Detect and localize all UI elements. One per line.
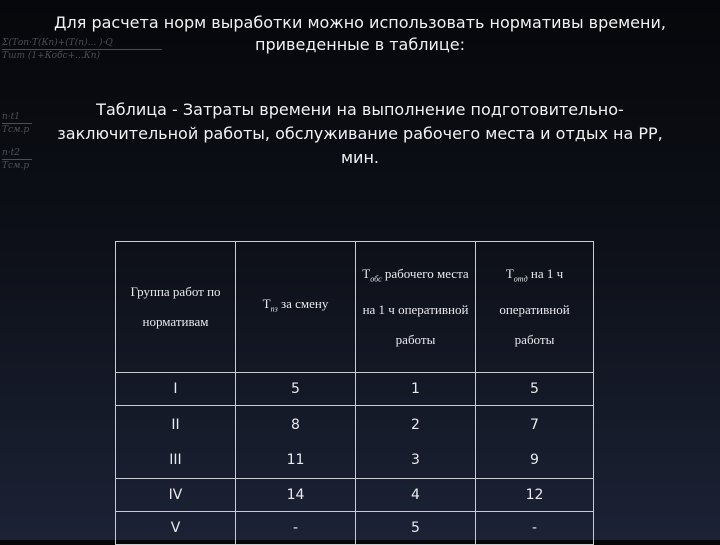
header-otd-text: на 1 ч оперативной работы	[499, 266, 570, 347]
norms-table	[115, 241, 594, 545]
cell-obs: 1	[356, 373, 476, 406]
slide-heading: Для расчета норм выработки можно использовать нормативы времени, приведенные в таблице:	[54, 13, 666, 54]
cell-group: II	[171, 416, 180, 433]
formula-numerator: n·t2	[2, 148, 20, 158]
header-obs-text: рабочего места на 1 ч оперативной работы	[362, 266, 469, 347]
table-title: Таблица - Затраты времени на выполнение подготовительно-заключительной работы, обслуживание рабочего места и отдых на РР, мин.	[57, 100, 663, 167]
cell-pz: 8	[291, 416, 300, 433]
cell-pz: 11	[286, 451, 305, 468]
header-pz-sub: пз	[270, 304, 278, 314]
cell-pz: 14	[236, 479, 356, 512]
cell-pz: 5	[236, 373, 356, 406]
formula-fragment	[2, 38, 162, 61]
fraction-line	[2, 49, 162, 50]
header-obs	[356, 242, 476, 373]
cell-obs: 3	[411, 451, 420, 468]
header-pz-symbol: T	[262, 296, 271, 312]
formula-fragment-2	[2, 112, 32, 135]
cell-obs: 2	[411, 416, 420, 433]
header-otd	[476, 242, 594, 373]
formula-denominator: Tсм.р	[2, 125, 30, 135]
fraction-line	[2, 123, 32, 124]
cell-otd: 12	[476, 479, 594, 512]
cell-group: IV	[116, 479, 236, 512]
formula-numerator: n·t1	[2, 112, 20, 122]
header-pz-text: за смену	[280, 296, 329, 312]
cell-obs: 4	[356, 479, 476, 512]
cell-otd: 5	[476, 373, 594, 406]
formula-numerator: Σ(Tоп·Т(Кп)+(Т(п)... )·Q	[2, 38, 113, 48]
header-obs-symbol: T	[362, 266, 371, 282]
cell-pz: -	[236, 512, 356, 545]
header-pz	[236, 242, 356, 373]
formula-denominator: Tсм.р	[2, 161, 30, 171]
cell-obs: 5	[356, 512, 476, 545]
cell-group-merged	[116, 406, 236, 479]
cell-otd: -	[476, 512, 594, 545]
table-row	[116, 479, 594, 512]
fraction-line	[2, 159, 32, 160]
cell-pz-merged	[236, 406, 356, 479]
cell-group: III	[169, 451, 182, 468]
table-row	[116, 373, 594, 406]
formula-denominator: Tшт (1+Кобс+...Кп)	[2, 51, 101, 61]
formula-fragment-3	[2, 148, 32, 171]
cell-obs-merged	[356, 406, 476, 479]
cell-otd: 7	[530, 416, 539, 433]
cell-otd-merged	[476, 406, 594, 479]
cell-group: I	[116, 373, 236, 406]
header-obs-sub: обс	[370, 274, 382, 284]
header-otd-sub: отд	[513, 274, 528, 284]
header-otd-symbol: T	[505, 266, 514, 282]
table-row-merged	[116, 406, 594, 479]
table-header-row	[116, 242, 594, 373]
cell-group: V	[116, 512, 236, 545]
cell-otd: 9	[530, 451, 539, 468]
header-group: Группа работ по нормативам	[116, 242, 236, 373]
